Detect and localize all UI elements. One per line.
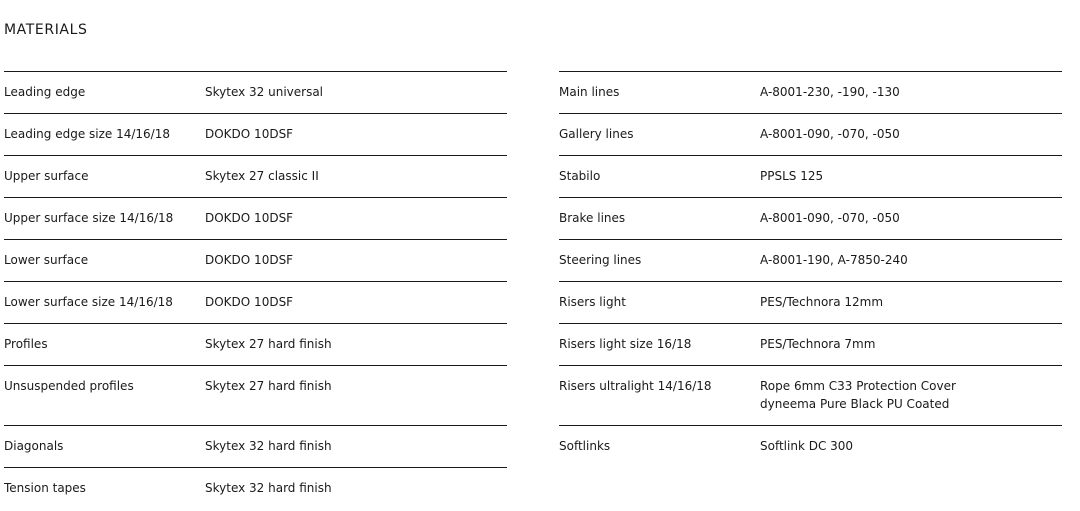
table-row	[4, 425, 507, 467]
table-row	[559, 425, 1062, 467]
row-value: A-8001-090, -070, -050	[760, 211, 900, 225]
row-value: PES/Technora 12mm	[760, 295, 884, 309]
table-row	[4, 281, 507, 323]
materials-table-left	[4, 71, 507, 509]
table-row	[559, 197, 1062, 239]
row-label: Diagonals	[4, 439, 64, 453]
row-label: Steering lines	[559, 253, 642, 267]
row-value: Skytex 32 universal	[205, 85, 324, 99]
table-row	[559, 281, 1062, 323]
row-value: A-8001-190, A-7850-240	[760, 253, 908, 267]
row-value: A-8001-230, -190, -130	[760, 85, 900, 99]
row-label: Risers light	[559, 295, 626, 309]
row-label: Lower surface	[4, 253, 89, 267]
row-value: Skytex 32 hard finish	[205, 439, 332, 453]
table-row	[4, 197, 507, 239]
table-row	[4, 365, 507, 425]
row-label: Main lines	[559, 85, 620, 99]
materials-table-right	[559, 71, 1062, 467]
row-label: Brake lines	[559, 211, 626, 225]
row-label: Softlinks	[559, 439, 611, 453]
row-value: Rope 6mm C33 Protection Cover dyneema Pure Black PU Coated	[760, 379, 956, 411]
row-value: A-8001-090, -070, -050	[760, 127, 900, 141]
row-label: Upper surface	[4, 169, 89, 183]
row-label: Unsuspended profiles	[4, 379, 134, 393]
table-row	[4, 155, 507, 197]
row-value: DOKDO 10DSF	[205, 211, 294, 225]
row-label: Risers light size 16/18	[559, 337, 692, 351]
row-label: Tension tapes	[4, 481, 86, 495]
table-row	[4, 467, 507, 509]
row-value: DOKDO 10DSF	[205, 295, 294, 309]
row-label: Leading edge size 14/16/18	[4, 127, 170, 141]
table-row	[559, 323, 1062, 365]
row-label: Gallery lines	[559, 127, 634, 141]
table-row	[559, 239, 1062, 281]
table-row	[559, 113, 1062, 155]
section-title: MATERIALS	[4, 22, 88, 38]
row-value: PPSLS 125	[760, 169, 824, 183]
table-row	[4, 113, 507, 155]
row-value: Skytex 27 classic II	[205, 169, 319, 183]
table-row	[4, 71, 507, 113]
row-value: Softlink DC 300	[760, 439, 854, 453]
table-row	[4, 239, 507, 281]
row-label: Lower surface size 14/16/18	[4, 295, 173, 309]
row-label: Leading edge	[4, 85, 86, 99]
table-row	[4, 323, 507, 365]
row-value: DOKDO 10DSF	[205, 253, 294, 267]
row-label: Upper surface size 14/16/18	[4, 211, 174, 225]
table-row	[559, 365, 1062, 425]
row-label: Profiles	[4, 337, 48, 351]
table-row	[559, 155, 1062, 197]
row-value: Skytex 27 hard finish	[205, 379, 332, 393]
row-value: Skytex 27 hard finish	[205, 337, 332, 351]
row-label: Stabilo	[559, 169, 601, 183]
row-value: DOKDO 10DSF	[205, 127, 294, 141]
row-value: PES/Technora 7mm	[760, 337, 876, 351]
row-label: Risers ultralight 14/16/18	[559, 379, 712, 393]
table-row	[559, 71, 1062, 113]
row-value: Skytex 32 hard finish	[205, 481, 332, 495]
